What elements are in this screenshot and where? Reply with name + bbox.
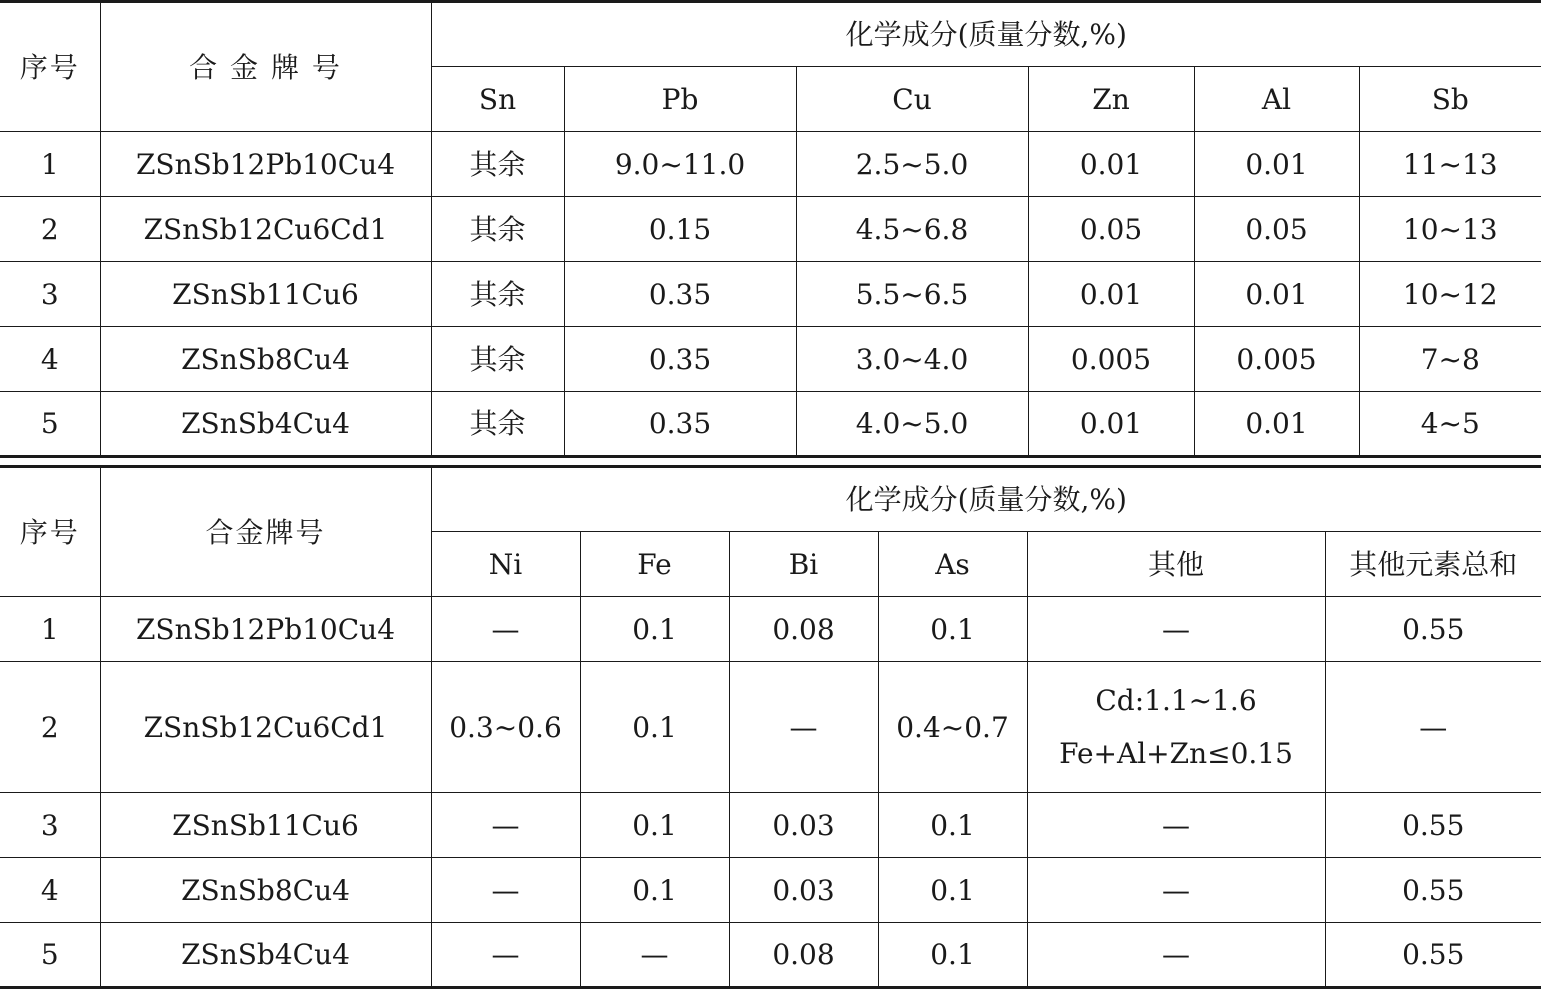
- cell-cu: 4.5~6.8: [796, 197, 1028, 262]
- element-header-pb: Pb: [564, 67, 796, 132]
- table-row: [0, 793, 1541, 858]
- cell-serial: 4: [0, 858, 100, 923]
- cell-ni: —: [431, 793, 580, 858]
- cell-grade: ZSnSb4Cu4: [100, 923, 431, 988]
- cell-cu: 4.0~5.0: [796, 392, 1028, 457]
- cell-serial: 2: [0, 662, 100, 793]
- cell-al: 0.01: [1194, 132, 1359, 197]
- cell-ni: 0.3~0.6: [431, 662, 580, 793]
- cell-other-total: 0.55: [1325, 923, 1541, 988]
- element-header-bi: Bi: [729, 532, 878, 597]
- cell-sn: 其余: [431, 262, 564, 327]
- cell-ni: —: [431, 597, 580, 662]
- cell-fe: 0.1: [580, 858, 729, 923]
- cell-grade: ZSnSb12Cu6Cd1: [100, 662, 431, 793]
- cell-sn: 其余: [431, 132, 564, 197]
- table-row: [0, 327, 1541, 392]
- cell-ni: —: [431, 858, 580, 923]
- cell-bi: 0.03: [729, 793, 878, 858]
- cell-grade: ZSnSb12Cu6Cd1: [100, 197, 431, 262]
- cell-sn: 其余: [431, 392, 564, 457]
- element-header-sb: Sb: [1359, 67, 1541, 132]
- cell-sb: 4~5: [1359, 392, 1541, 457]
- cell-grade: ZSnSb8Cu4: [100, 327, 431, 392]
- cell-sb: 11~13: [1359, 132, 1541, 197]
- cell-serial: 1: [0, 132, 100, 197]
- cell-fe: 0.1: [580, 597, 729, 662]
- cell-other: —: [1027, 597, 1325, 662]
- element-header-cu: Cu: [796, 67, 1028, 132]
- cell-as: 0.1: [878, 597, 1027, 662]
- cell-zn: 0.05: [1028, 197, 1194, 262]
- table-row: [0, 392, 1541, 457]
- table-row: [0, 923, 1541, 988]
- cell-serial: 1: [0, 597, 100, 662]
- cell-sn: 其余: [431, 197, 564, 262]
- header-alloy-grade: 合 金 牌 号: [100, 2, 431, 132]
- cell-as: 0.4~0.7: [878, 662, 1027, 793]
- cell-other: [1027, 662, 1325, 793]
- cell-al: 0.005: [1194, 327, 1359, 392]
- cell-bi: 0.08: [729, 597, 878, 662]
- header-serial-no: 序号: [0, 467, 100, 597]
- cell-cu: 3.0~4.0: [796, 327, 1028, 392]
- element-header-fe: Fe: [580, 532, 729, 597]
- header-alloy-grade: 合金牌号: [100, 467, 431, 597]
- cell-pb: 0.35: [564, 327, 796, 392]
- cell-other: —: [1027, 923, 1325, 988]
- cell-other-total: 0.55: [1325, 793, 1541, 858]
- cell-other-total: —: [1325, 662, 1541, 793]
- cell-grade: ZSnSb12Pb10Cu4: [100, 597, 431, 662]
- table-row: [0, 197, 1541, 262]
- cell-other: —: [1027, 793, 1325, 858]
- cell-cu: 5.5~6.5: [796, 262, 1028, 327]
- cell-pb: 0.35: [564, 392, 796, 457]
- cell-grade: ZSnSb4Cu4: [100, 392, 431, 457]
- cell-grade: ZSnSb8Cu4: [100, 858, 431, 923]
- table-row: [0, 597, 1541, 662]
- cell-as: 0.1: [878, 923, 1027, 988]
- cell-other-total: 0.55: [1325, 597, 1541, 662]
- element-header-ni: Ni: [431, 532, 580, 597]
- composition-table-1: [0, 0, 1541, 458]
- element-header-other: 其他: [1027, 532, 1325, 597]
- cell-as: 0.1: [878, 793, 1027, 858]
- header-chemical-composition: 化学成分(质量分数,%): [431, 2, 1541, 67]
- cell-fe: 0.1: [580, 793, 729, 858]
- other-line-sum: Fe+Al+Zn≤0.15: [1059, 737, 1293, 770]
- element-header-sn: Sn: [431, 67, 564, 132]
- cell-serial: 5: [0, 923, 100, 988]
- element-header-zn: Zn: [1028, 67, 1194, 132]
- other-line-cd: Cd:1.1~1.6: [1095, 683, 1257, 717]
- cell-sb: 7~8: [1359, 327, 1541, 392]
- table-row: [0, 662, 1541, 793]
- element-header-other-total: 其他元素总和: [1325, 532, 1541, 597]
- cell-grade: ZSnSb11Cu6: [100, 793, 431, 858]
- header-serial-no: 序号: [0, 2, 100, 132]
- cell-ni: —: [431, 923, 580, 988]
- cell-sn: 其余: [431, 327, 564, 392]
- element-header-as: As: [878, 532, 1027, 597]
- cell-sb: 10~13: [1359, 197, 1541, 262]
- cell-zn: 0.01: [1028, 262, 1194, 327]
- table-row: [0, 262, 1541, 327]
- cell-al: 0.01: [1194, 262, 1359, 327]
- cell-cu: 2.5~5.0: [796, 132, 1028, 197]
- cell-zn: 0.01: [1028, 392, 1194, 457]
- cell-fe: —: [580, 923, 729, 988]
- cell-fe: 0.1: [580, 662, 729, 793]
- table-row: [0, 858, 1541, 923]
- cell-serial: 5: [0, 392, 100, 457]
- cell-serial: 3: [0, 793, 100, 858]
- cell-bi: —: [729, 662, 878, 793]
- element-header-al: Al: [1194, 67, 1359, 132]
- cell-grade: ZSnSb12Pb10Cu4: [100, 132, 431, 197]
- cell-sb: 10~12: [1359, 262, 1541, 327]
- cell-pb: 0.35: [564, 262, 796, 327]
- cell-other: —: [1027, 858, 1325, 923]
- header-chemical-composition: 化学成分(质量分数,%): [431, 467, 1541, 532]
- cell-serial: 3: [0, 262, 100, 327]
- cell-serial: 2: [0, 197, 100, 262]
- cell-other-total: 0.55: [1325, 858, 1541, 923]
- cell-as: 0.1: [878, 858, 1027, 923]
- cell-zn: 0.005: [1028, 327, 1194, 392]
- cell-bi: 0.03: [729, 858, 878, 923]
- cell-al: 0.05: [1194, 197, 1359, 262]
- cell-pb: 0.15: [564, 197, 796, 262]
- cell-zn: 0.01: [1028, 132, 1194, 197]
- cell-pb: 9.0~11.0: [564, 132, 796, 197]
- cell-serial: 4: [0, 327, 100, 392]
- composition-table-2: [0, 465, 1541, 989]
- cell-al: 0.01: [1194, 392, 1359, 457]
- table-row: [0, 132, 1541, 197]
- cell-grade: ZSnSb11Cu6: [100, 262, 431, 327]
- cell-bi: 0.08: [729, 923, 878, 988]
